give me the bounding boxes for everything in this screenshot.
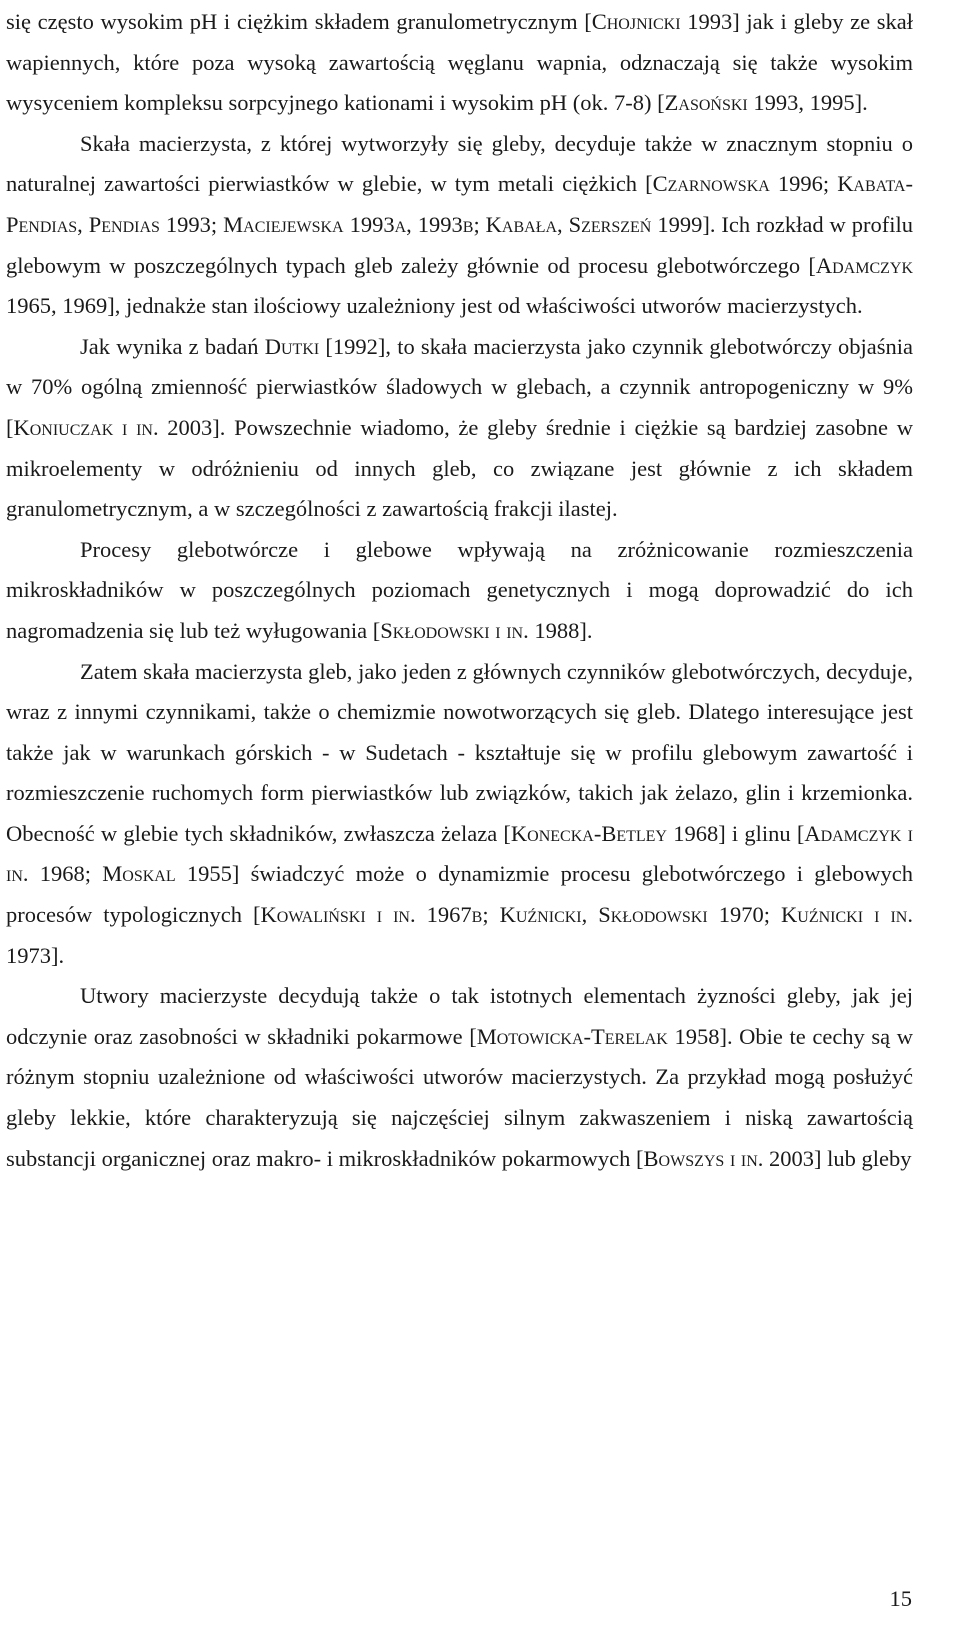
body-text bbox=[6, 2, 913, 1179]
citation-author: Kabała, Szerszeń bbox=[485, 211, 652, 237]
citation-author: Czarnowska bbox=[652, 171, 770, 197]
paragraph-text: 1958]. Obie te cechy są w różnym stopniu uzależnione od właściwości utworów macierzystych. Za przykład mogą posłużyć gleby lekkie, które charakteryzują się najczęściej silnym zakwaszeniem i niską zawartością substancji organicznej oraz makro- i mikroskładników pokarmowych [ bbox=[6, 1023, 913, 1171]
paragraph-text: 1993, 1995]. bbox=[747, 90, 868, 116]
citation-author: Dutki bbox=[264, 333, 320, 359]
citation-author: Zasoński bbox=[664, 90, 748, 116]
paragraph bbox=[6, 124, 913, 327]
paragraph-text: 2003] lub gleby bbox=[763, 1145, 912, 1171]
citation-author: Kuźnicki i in. bbox=[781, 902, 913, 928]
paragraph-text: ; bbox=[482, 902, 500, 928]
paragraph bbox=[6, 652, 913, 977]
citation-author: Adamczyk i in. bbox=[6, 820, 914, 887]
citation-author: Kowaliński i in. bbox=[260, 902, 416, 928]
citation-author: Skłodowski i in. bbox=[380, 617, 529, 643]
paragraph-text: 1993] jak i gleby ze skał wapiennych, które poza wysoką zawartością węglanu wapnia, odznaczają się także wysokim wysyceniem kompleksu sorpcyjnego kationami i wysokim pH (ok. 7-8) [ bbox=[6, 9, 914, 116]
paragraph-text: Skała macierzysta, z której wytworzyły się gleby, decyduje także w znacznym stopniu o naturalnej zawartości pierwiastków w glebie, w tym metali ciężkich [ bbox=[6, 130, 913, 197]
citation-author: Konecka-Betley bbox=[510, 820, 667, 846]
paragraph-text: 1993 bbox=[343, 211, 395, 237]
paragraph-text: , 1993 bbox=[406, 211, 463, 237]
citation-author: b bbox=[462, 211, 474, 237]
paragraph-text: 1993; bbox=[159, 211, 224, 237]
paragraph-text: ; bbox=[473, 211, 486, 237]
citation-author: Maciejewska bbox=[223, 211, 344, 237]
paragraph-text: 1999]. Ich rozkład w profilu glebowym w poszczególnych typach gleb zależy głównie od procesu glebotwórczego [ bbox=[6, 211, 914, 278]
paragraph-text: 1988]. bbox=[528, 617, 593, 643]
citation-author: Kuźnicki, Skłodowski bbox=[499, 902, 708, 928]
citation-author: Koniuczak i in. bbox=[13, 414, 159, 440]
paragraph-text: Jak wynika z badań bbox=[80, 333, 265, 359]
page-number: 15 bbox=[889, 1586, 912, 1611]
paragraph bbox=[6, 327, 913, 530]
paragraph-text: 1996; bbox=[769, 171, 838, 197]
paragraph-text: się często wysokim pH i ciężkim składem granulometrycznym [ bbox=[6, 9, 592, 34]
citation-author: Bowszys i in. bbox=[643, 1145, 764, 1171]
citation-author: Moskal bbox=[102, 861, 176, 887]
paragraph bbox=[6, 976, 913, 1179]
citation-author: a bbox=[394, 211, 407, 237]
citation-author: b bbox=[471, 902, 483, 928]
paragraph-text: Zatem skała macierzysta gleb, jako jeden z głównych czynników glebotwórczych, decyduje, wraz z innymi czynnikami, także o chemizmie nowotworzących się gleb. Dlatego interesujące jest także jak w warunkach górskich - w Sudetach - kształtuje się w profilu glebowym zawartość i rozmieszczenie ruchomych form pierwiastków lub związków, takich jak żelazo, glin i krzemionka. Obecność w glebie tych składników, zwłaszcza żelaza [ bbox=[6, 658, 913, 846]
paragraph-text: 1968] i glinu [ bbox=[666, 820, 805, 846]
paragraph bbox=[6, 2, 913, 124]
paragraph-text: 1968; bbox=[28, 861, 103, 887]
paragraph-text: 1967 bbox=[415, 902, 472, 928]
citation-author: Kabata-Pendias, Pendias bbox=[6, 171, 913, 237]
paragraph-text: [1992], to skała macierzysta jako czynnik glebotwórczy objaśnia w 70% ogólną zmienność pierwiastków śladowych w glebach, a czynnik antropogeniczny w 9% [ bbox=[6, 333, 913, 440]
paragraph-text: 1970; bbox=[707, 902, 782, 928]
paragraph-text: Utwory macierzyste decydują także o tak istotnych elementach żyzności gleby, jak jej odczynie oraz zasobności w składniki pokarmowe [ bbox=[6, 983, 913, 1049]
citation-author: Motowicka-Terelak bbox=[476, 1023, 668, 1049]
paragraph-text: 2003]. Powszechnie wiadomo, że gleby średnie i ciężkie są bardziej zasobne w mikroelementy w odróżnieniu od innych gleb, co związane jest głównie z ich składem granulometrycznym, a w szczególności z zawartością frakcji ilastej. bbox=[6, 414, 913, 522]
citation-author: Adamczyk bbox=[815, 252, 913, 278]
citation-author: Chojnicki bbox=[591, 9, 681, 34]
paragraph-text: 1965, 1969], jednakże stan ilościowy uzależniony jest od właściwości utworów macierzystych. bbox=[6, 293, 863, 319]
paragraph bbox=[6, 530, 913, 652]
paragraph-text: 1955] świadczyć może o dynamizmie procesu glebotwórczego i glebowych procesów typologicznych [ bbox=[6, 861, 913, 928]
paragraph-text: 1973]. bbox=[6, 942, 65, 968]
paragraph-text: Procesy glebotwórcze i glebowe wpływają na zróżnicowanie rozmieszczenia mikroskładników w poszczególnych poziomach genetycznych i mogą doprowadzić do ich nagromadzenia się lub też wyługowania [ bbox=[6, 536, 913, 643]
